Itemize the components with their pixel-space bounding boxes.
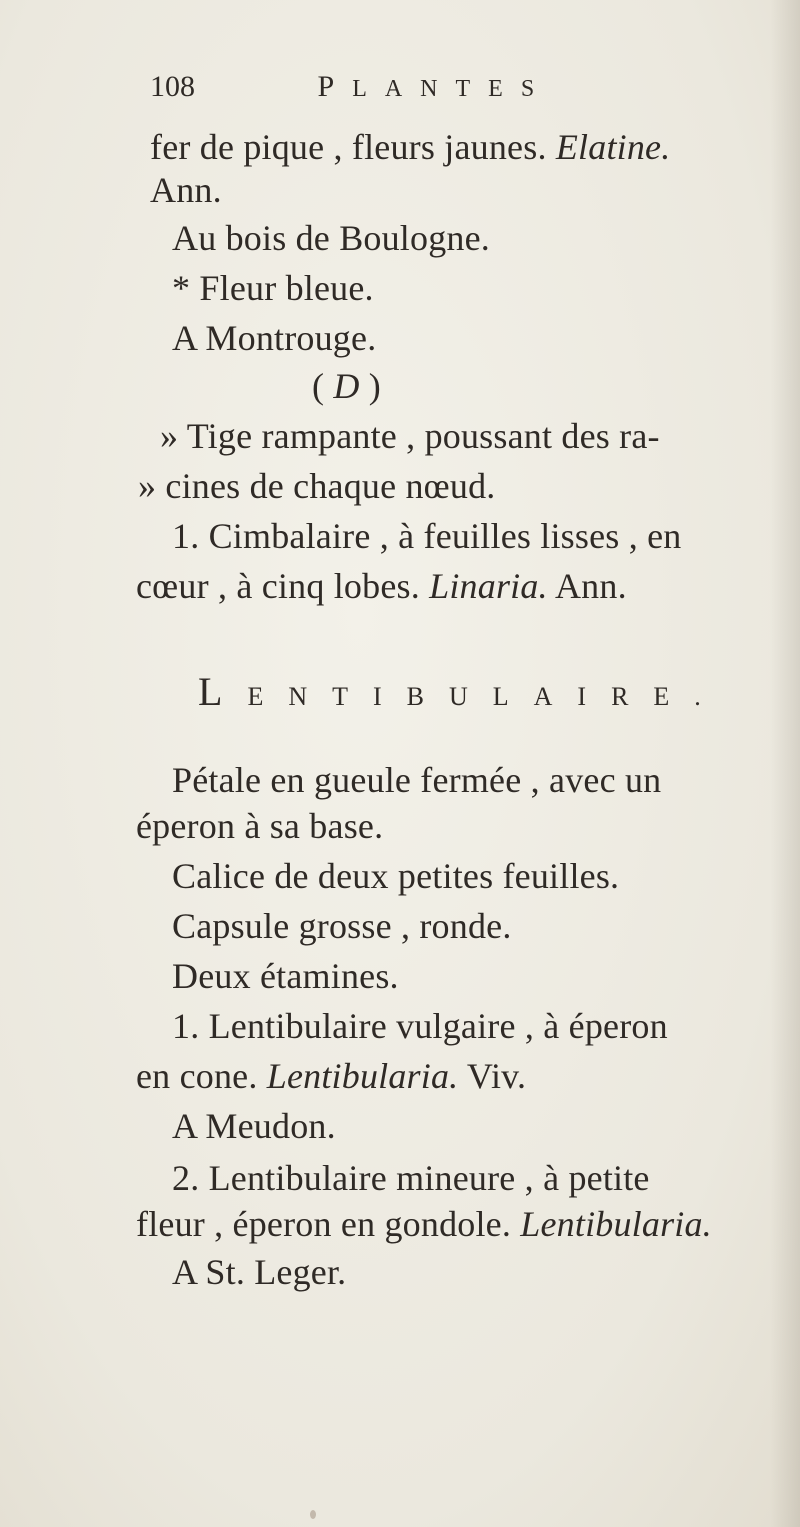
line-text: ( [312, 366, 334, 406]
text-line [172, 956, 399, 996]
page-edge-shadow [770, 0, 800, 1527]
line-text: 1. Cimbalaire , à feuilles lisses , en [172, 516, 682, 556]
text-line [172, 1106, 336, 1146]
line-text-end: ) [359, 366, 381, 406]
running-title-initial: P [317, 70, 353, 103]
section-title-initial: L [198, 669, 248, 714]
running-title-rest: LANTES [352, 76, 553, 102]
text-line [150, 170, 222, 210]
line-text: » Tige rampante , poussant des ra- [160, 416, 660, 456]
text-line [172, 516, 681, 556]
running-title [318, 70, 553, 106]
line-text: A Meudon. [172, 1106, 336, 1146]
page-header [150, 70, 552, 106]
line-text: en cone. [136, 1056, 267, 1096]
line-italic: Lentibularia. [520, 1204, 712, 1244]
line-text: Pétale en gueule fermée , avec un [172, 760, 662, 800]
text-line [172, 906, 512, 946]
text-line [312, 366, 381, 406]
text-line [136, 1204, 712, 1244]
text-line [172, 1252, 346, 1292]
page-number: 108 [150, 70, 195, 103]
text-line [172, 1006, 668, 1046]
line-text-end: Viv. [458, 1056, 527, 1096]
line-text: Deux étamines. [172, 956, 399, 996]
line-text: fleur , éperon en gondole. [136, 1204, 521, 1244]
line-text: 1. Lentibulaire vulgaire , à éperon [172, 1006, 668, 1046]
line-text: cœur , à cinq lobes. [136, 566, 430, 606]
text-line [136, 1056, 526, 1096]
text-line [150, 127, 670, 167]
text-line [172, 218, 490, 258]
ink-stain [310, 1510, 316, 1519]
text-line [172, 1158, 650, 1198]
line-text: éperon à sa base. [136, 806, 384, 846]
line-text: » cines de chaque nœud. [138, 466, 496, 506]
section-title-rest: ENTIBULAIRE. [247, 682, 726, 711]
text-line [160, 416, 660, 456]
text-line [136, 806, 383, 846]
text-line [172, 856, 619, 896]
section-title [198, 669, 726, 717]
line-italic: Lentibularia. [266, 1056, 459, 1096]
text-line [172, 760, 661, 800]
text-line [172, 268, 374, 308]
line-text: A St. Leger. [172, 1252, 347, 1292]
line-text: 2. Lentibulaire mineure , à petite [172, 1158, 650, 1198]
line-text: Au bois de Boulogne. [172, 218, 490, 258]
text-line [136, 566, 627, 606]
text-line [138, 466, 495, 506]
line-text: Capsule grosse , ronde. [172, 906, 512, 946]
line-text: fer de pique , fleurs jaunes. [150, 127, 556, 167]
line-text-end: Ann. [547, 566, 627, 606]
line-italic: Linaria. [429, 566, 548, 606]
line-italic: D [333, 366, 360, 406]
line-text: * Fleur bleue. [172, 268, 374, 308]
text-line [172, 318, 376, 358]
line-italic: Elatine. [555, 127, 671, 167]
line-text: Calice de deux petites feuilles. [172, 856, 620, 896]
line-text: Ann. [150, 170, 222, 210]
line-text: A Montrouge. [172, 318, 377, 358]
